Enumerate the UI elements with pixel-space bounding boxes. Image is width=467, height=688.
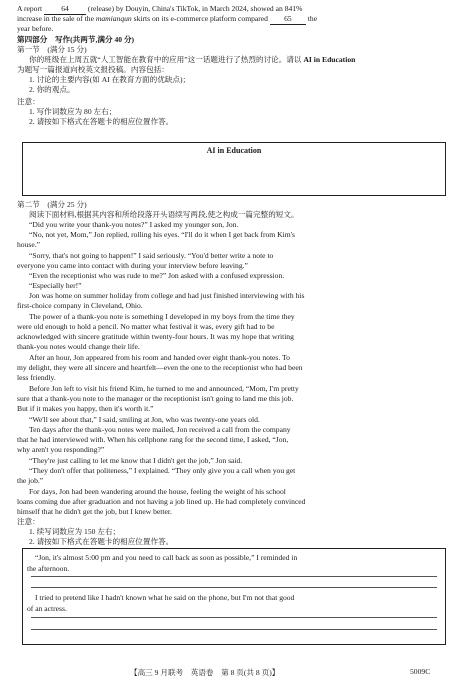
intro-line-2 — [17, 14, 317, 25]
story-line: “We'll see about that,” I said, smiling at Jon, who was twenty-one years old. — [29, 415, 260, 424]
section2-notes-label: 注意： — [17, 517, 40, 526]
writing-rule — [31, 629, 437, 630]
section1-note-2: 2. 请按如下格式在答题卡的相应位置作答。 — [29, 117, 174, 126]
intro-text: (release) by Douyin, China's TikTok, in March 2024, showed an 841% — [87, 4, 303, 13]
paper-code: 5009C — [410, 667, 431, 676]
box-line: I tried to pretend like I hadn't known what he said on the phone, but I'm not that good — [35, 593, 295, 602]
story-line: “Did you write your thank-you notes?” I asked my younger son, Jon. — [29, 220, 239, 229]
answer-box-title: AI in Education — [206, 146, 262, 155]
answer-blank-65: 65 — [270, 14, 306, 25]
prompt-text: 你的班级在上周五就“人工智能在教育中的应用”这一话题进行了热烈的讨论。请以 — [29, 55, 302, 64]
box-line: of an actress. — [27, 604, 67, 613]
story-line: “Sorry, that's not going to happen!” I said seriously. “You'd better write a note to — [29, 251, 274, 260]
intro-italic-term: mamianqun — [95, 14, 132, 23]
continuation-answer-box — [22, 548, 446, 645]
section2-note-2: 2. 请按如下格式在答题卡的相应位置作答。 — [29, 537, 174, 546]
box-line: “Jon, it's almost 5:00 pm and you need to call back as soon as possible,” I reminded in — [35, 553, 298, 562]
writing-rule — [31, 617, 437, 618]
intro-text: A report — [17, 4, 43, 13]
section1-item-1: 1. 讨论的主要内容(如 AI 在教育方面的优缺点)； — [29, 75, 191, 84]
section2-instruction: 阅读下面材料,根据其内容和所给段落开头语续写两段,使之构成一篇完整的短文。 — [29, 210, 299, 219]
page-footer: 【高三 9 月联考 英语卷 第 8 页(共 8 页)】 — [130, 668, 280, 677]
story-line: Before Jon left to visit his friend Kim, he turned to me and announced, “Mom, I'm pretty — [29, 384, 299, 393]
story-line: first-choice company in Cleveland, Ohio. — [17, 301, 143, 310]
intro-line-3: year before. — [17, 24, 54, 33]
story-line: house.” — [17, 240, 40, 249]
story-line: my delight, they were all sincere and heartfelt—even the one to the receptionist who had been — [17, 363, 303, 372]
story-line: “They're just calling to let me know that I didn't get the job,” Jon said. — [29, 456, 243, 465]
story-line: why aren't you responding?” — [17, 445, 105, 454]
section1-heading: 第一节 (满分 15 分) — [17, 45, 87, 54]
story-line: Ten days after the thank-you notes were mailed, Jon received a call from the company — [29, 425, 291, 434]
writing-rule — [31, 576, 437, 577]
intro-text: increase in the sale of the — [17, 14, 94, 23]
story-line: the job.” — [17, 476, 44, 485]
story-line: less friendly. — [17, 373, 56, 382]
part4-heading: 第四部分 写作(共两节,满分 40 分) — [17, 35, 135, 44]
intro-text: skirts on its e-commerce platform compared — [133, 14, 268, 23]
story-line: For days, Jon had been wandering around the house, feeling the weight of his school — [29, 487, 286, 496]
story-line: “They don't offer that politeness,” I explained. “They only give you a call when you get — [29, 466, 296, 475]
story-line: thank-you notes would change their life. — [17, 342, 140, 351]
story-line: “Especially her!” — [29, 281, 82, 290]
answer-box-ai-in-education — [22, 142, 446, 196]
story-line: were old enough to hold a pencil. No matter what festival it was, every gift had to be — [17, 322, 275, 331]
answer-blank-64: 64 — [44, 4, 86, 15]
story-line: sure that a thank-you note to the manager or the receptionist isn't going to land me this job. — [17, 394, 294, 403]
story-line: “Even the receptionist who was rude to me?” Jon asked with a confused expression. — [29, 271, 285, 280]
section1-item-2: 2. 你的观点。 — [29, 85, 75, 94]
section1-prompt-line-2: 为题写一篇报道向校英文报投稿。内容包括： — [17, 65, 169, 74]
section2-note-1: 1. 续写词数应为 150 左右； — [29, 527, 121, 536]
story-line: himself that he didn't get the job, but I knew better. — [17, 507, 172, 516]
story-line: that he had interviewed with. When his cellphone rang for the second time, I asked, “Jon, — [17, 435, 289, 444]
writing-rule — [31, 587, 437, 588]
section1-note-1: 1. 写作词数应为 80 左右； — [29, 107, 117, 116]
section2-heading: 第二节 (满分 25 分) — [17, 200, 87, 209]
story-line: everyone you came into contact with during your interview before leaving.” — [17, 261, 248, 270]
story-line: The power of a thank-you note is something I developed in my boys from the time they — [29, 312, 295, 321]
story-line: But if it makes you happy, then it's worth it.” — [17, 404, 154, 413]
story-line: Jon was home on summer holiday from college and had just finished interviewing with his — [29, 291, 305, 300]
box-line: the afternoon. — [27, 564, 70, 573]
story-line: “No, not yet, Mom,” Jon replied, rolling his eyes. “I'll do it when I get back from Kim's — [29, 230, 295, 239]
section1-notes-label: 注意： — [17, 97, 40, 106]
story-line: loans coming due after graduation and not having a job lined up. He had completely convinced — [17, 497, 306, 506]
intro-text: the — [307, 14, 318, 23]
story-line: After an hour, Jon appeared from his room and handed over eight thank-you notes. To — [29, 353, 290, 362]
prompt-title: AI in Education — [303, 55, 356, 64]
section1-prompt-line-1 — [29, 55, 355, 65]
story-line: acknowledged with sincere gratitude within twenty-four hours. It was my hope that writing — [17, 332, 294, 341]
